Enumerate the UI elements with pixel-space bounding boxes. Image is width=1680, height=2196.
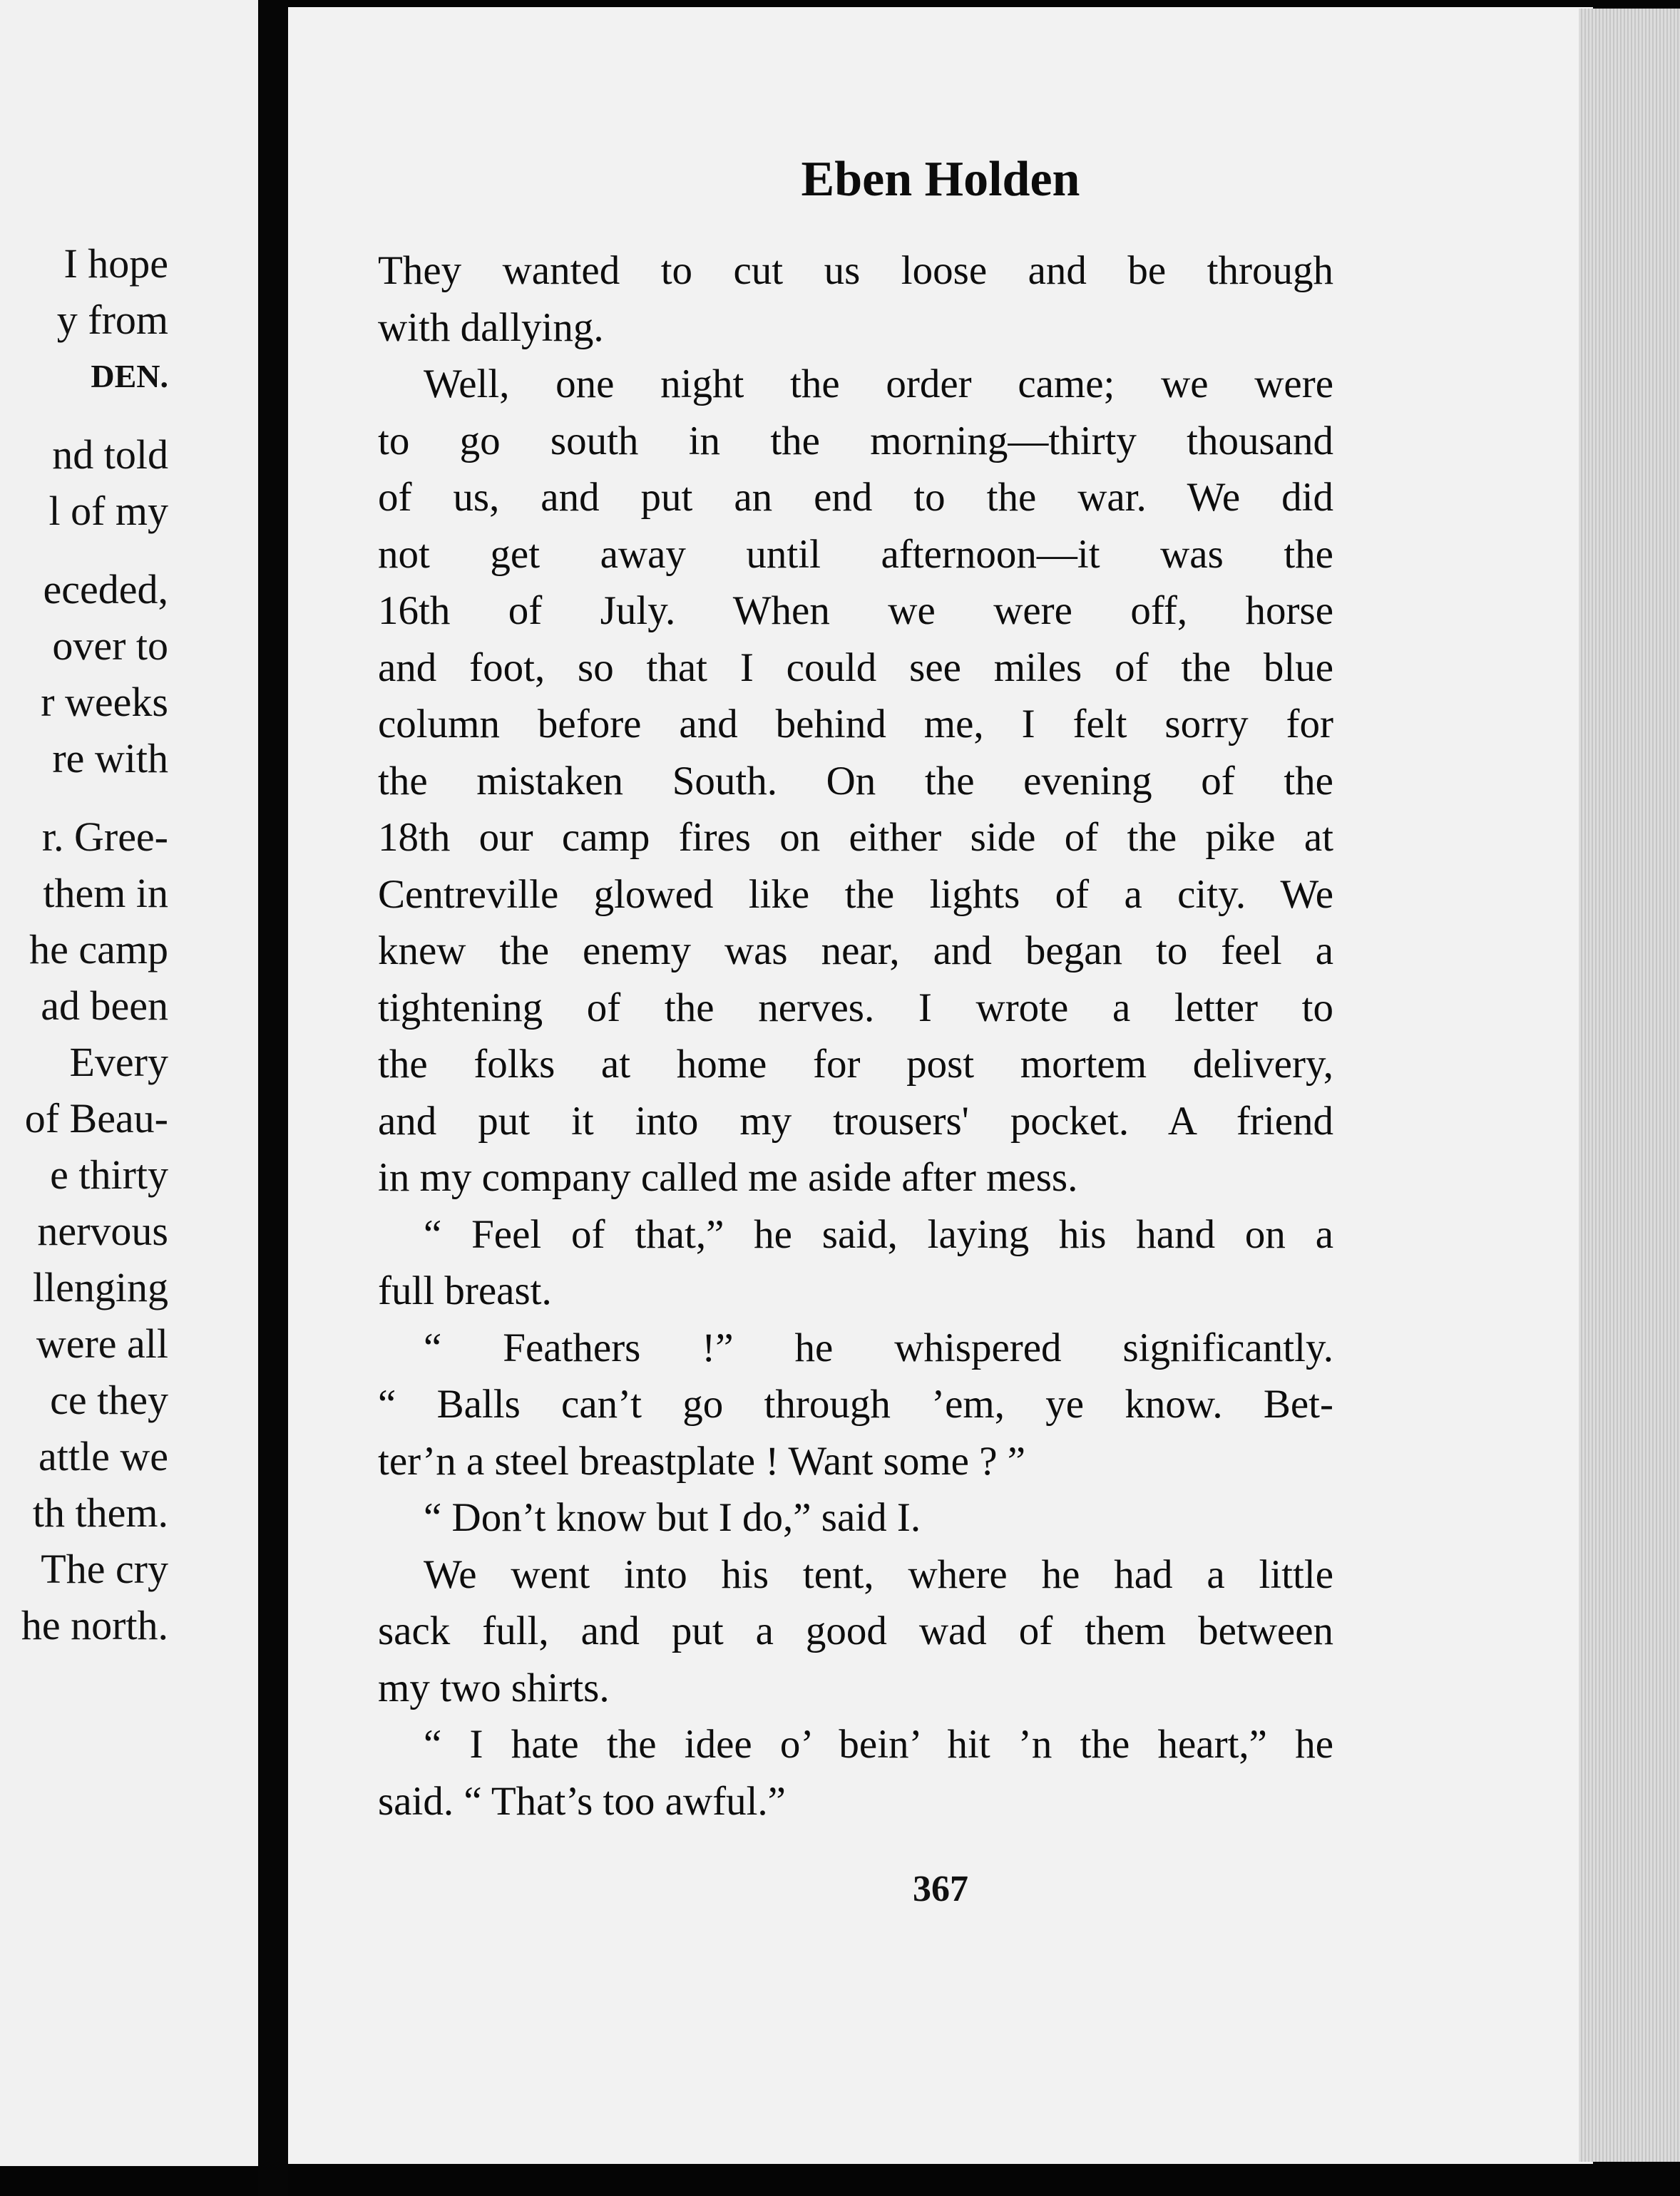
- text-line: “ Balls can’t go through ’em, ye know. Bet-: [378, 1382, 1333, 1427]
- text-line: not get away until afternoon—it was the: [378, 531, 1333, 577]
- left-line: them in: [43, 870, 168, 916]
- page-edges: [1579, 9, 1680, 2162]
- text-line: “ Don’t know but I do,” said I.: [424, 1495, 921, 1540]
- text-line: full breast.: [378, 1268, 552, 1313]
- text-line: said. “ That’s too awful.”: [378, 1778, 786, 1824]
- body-text: [378, 242, 1333, 1830]
- left-line: attle we: [39, 1433, 168, 1479]
- left-line: r. Gree-: [41, 814, 168, 860]
- left-line: th them.: [32, 1489, 168, 1536]
- text-line: ter’n a steel breastplate ! Want some ? ”: [378, 1438, 1026, 1484]
- text-line: in my company called me aside after mess.: [378, 1155, 1078, 1200]
- left-line: of Beau-: [24, 1095, 168, 1141]
- left-line: e thirty: [50, 1151, 168, 1198]
- text-line: Well, one night the order came; we were: [424, 361, 1333, 406]
- text-line: tightening of the nerves. I wrote a letter to: [378, 985, 1333, 1030]
- text-line: We went into his tent, where he had a little: [424, 1551, 1333, 1597]
- text-line: of us, and put an end to the war. We did: [378, 475, 1333, 520]
- text-line: “ I hate the idee o’ bein’ hit ’n the heart,” he: [424, 1722, 1333, 1767]
- text-line: “ Feel of that,” he said, laying his hand on a: [424, 1211, 1333, 1257]
- running-head: Eben Holden: [801, 152, 1080, 207]
- text-line: 18th our camp fires on either side of the pike at: [378, 815, 1333, 860]
- left-line: l of my: [48, 488, 168, 534]
- left-line: ad been: [41, 982, 168, 1029]
- left-line: nervous: [37, 1208, 168, 1254]
- text-line: to go south in the morning—thirty thousand: [378, 418, 1333, 463]
- left-line: llenging: [32, 1264, 168, 1310]
- text-line: column before and behind me, I felt sorry for: [378, 702, 1333, 746]
- text-line: and foot, so that I could see miles of the blue: [378, 645, 1333, 690]
- text-line: They wanted to cut us loose and be through: [378, 248, 1333, 293]
- left-line: re with: [52, 735, 168, 781]
- page-number: 367: [913, 1869, 968, 1909]
- left-line: over to: [52, 622, 168, 669]
- left-line: I hope: [63, 240, 168, 287]
- left-line: eceded,: [43, 566, 168, 612]
- left-line: he north.: [21, 1602, 168, 1648]
- text-line: the folks at home for post mortem delivery,: [378, 1042, 1333, 1087]
- left-line: nd told: [52, 431, 168, 478]
- left-line: DEN.: [91, 358, 168, 394]
- left-line: r weeks: [41, 679, 168, 725]
- left-line: ce they: [50, 1377, 168, 1423]
- text-line: sack full, and put a good wad of them between: [378, 1608, 1333, 1653]
- left-line: The cry: [41, 1546, 168, 1592]
- text-line: the mistaken South. On the evening of the: [378, 758, 1333, 804]
- text-line: and put it into my trousers' pocket. A friend: [378, 1098, 1333, 1144]
- text-line: with dallying.: [378, 304, 604, 350]
- text-line: “ Feathers !” he whispered significantly.: [424, 1325, 1333, 1370]
- book-gutter: [258, 0, 288, 2196]
- text-line: my two shirts.: [378, 1665, 610, 1710]
- text-line: Centreville glowed like the lights of a city. We: [378, 871, 1333, 917]
- left-line: he camp: [29, 926, 168, 973]
- left-line: y from: [56, 297, 168, 343]
- left-page: [0, 0, 262, 2166]
- text-line: knew the enemy was near, and began to feel a: [378, 928, 1333, 973]
- left-page-text: [0, 235, 168, 1653]
- text-line: 16th of July. When we were off, horse: [378, 588, 1333, 633]
- left-line: were all: [36, 1320, 168, 1367]
- left-line: Every: [69, 1039, 168, 1085]
